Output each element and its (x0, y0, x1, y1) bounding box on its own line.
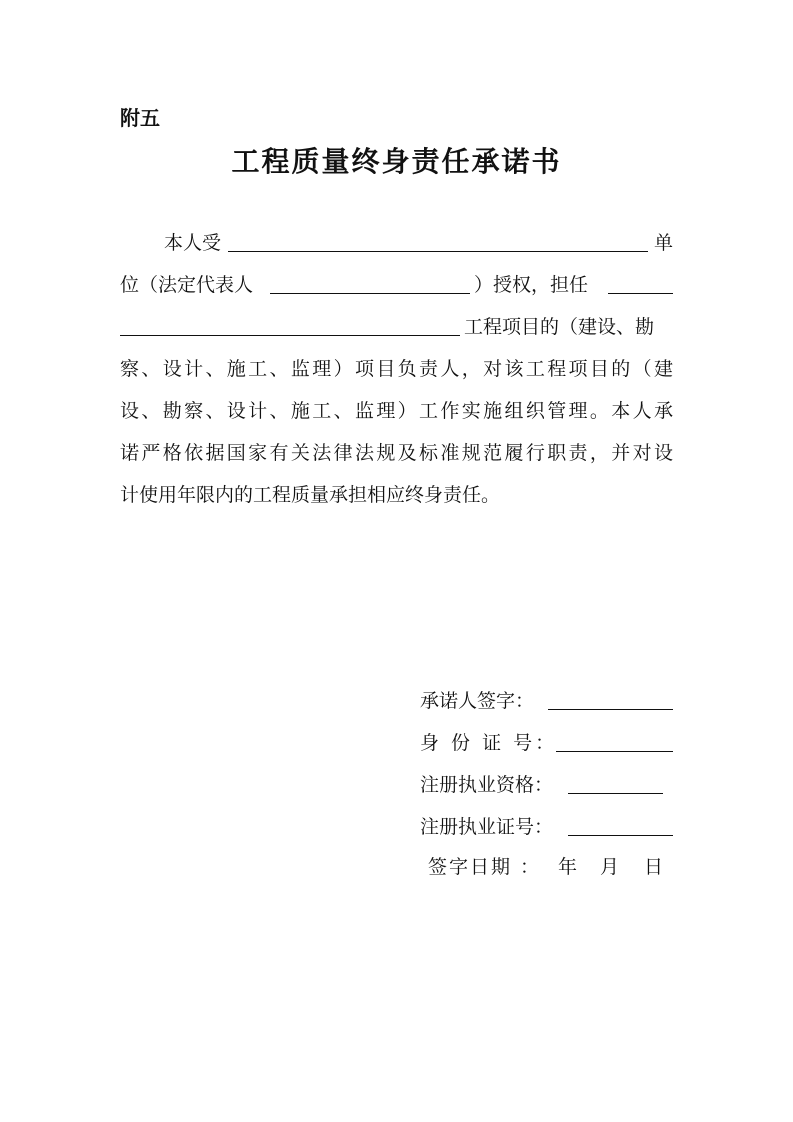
appendix-label: 附五 (120, 106, 160, 130)
signer-signature-blank[interactable] (548, 709, 673, 710)
text-authorized-as: ）授权，担任 (474, 274, 589, 296)
qualification-label: 注册执业资格： (420, 774, 554, 796)
paragraph-line-5 (120, 396, 673, 426)
cert-number-blank[interactable] (568, 835, 673, 836)
blank-project-name[interactable] (120, 335, 460, 336)
blank-legal-representative[interactable] (270, 293, 470, 294)
paragraph-line-4 (120, 354, 673, 384)
text-project-role: 工程项目的（建设、勘 (464, 316, 655, 338)
paragraph-text-4: 察、设计、施工、监理）项目负责人，对该工程项目的（建 (120, 358, 673, 380)
paragraph-text-5: 设、勘察、设计、施工、监理）工作实施组织管理。本人承 (120, 400, 673, 422)
sign-date-row (428, 852, 673, 882)
qualification-blank[interactable] (568, 793, 663, 794)
signer-label: 承诺人签字： (420, 690, 535, 712)
id-number-label: 身 份 证 号： (420, 732, 558, 754)
text-entrusted-by: 本人受 (164, 232, 222, 254)
text-unit-char: 单 (654, 232, 674, 254)
date-day: 日 (644, 856, 664, 878)
paragraph-text-7: 计使用年限内的工程质量承担相应终身责任。 (120, 484, 501, 506)
paragraph-line-2 (120, 270, 673, 300)
paragraph-line-3 (120, 312, 673, 342)
blank-position-part1[interactable] (608, 293, 673, 294)
paragraph-line-7 (120, 480, 673, 510)
id-number-blank[interactable] (556, 751, 673, 752)
text-legal-rep: 位（法定代表人 (120, 274, 254, 296)
date-month: 月 (600, 856, 620, 878)
paragraph-line-6 (120, 438, 673, 468)
paragraph-text-6: 诺严格依据国家有关法律法规及标准规范履行职责，并对设 (120, 442, 673, 464)
date-year: 年 (558, 856, 578, 878)
blank-unit-name[interactable] (228, 251, 648, 252)
cert-number-label: 注册执业证号： (420, 816, 554, 838)
paragraph-line-1 (120, 228, 673, 258)
signer-row (420, 686, 673, 716)
document-title: 工程质量终身责任承诺书 (231, 145, 562, 178)
sign-date-label: 签字日期 ： (428, 856, 542, 878)
cert-number-row (420, 812, 673, 842)
id-number-row (420, 728, 673, 758)
qualification-row (420, 770, 673, 800)
